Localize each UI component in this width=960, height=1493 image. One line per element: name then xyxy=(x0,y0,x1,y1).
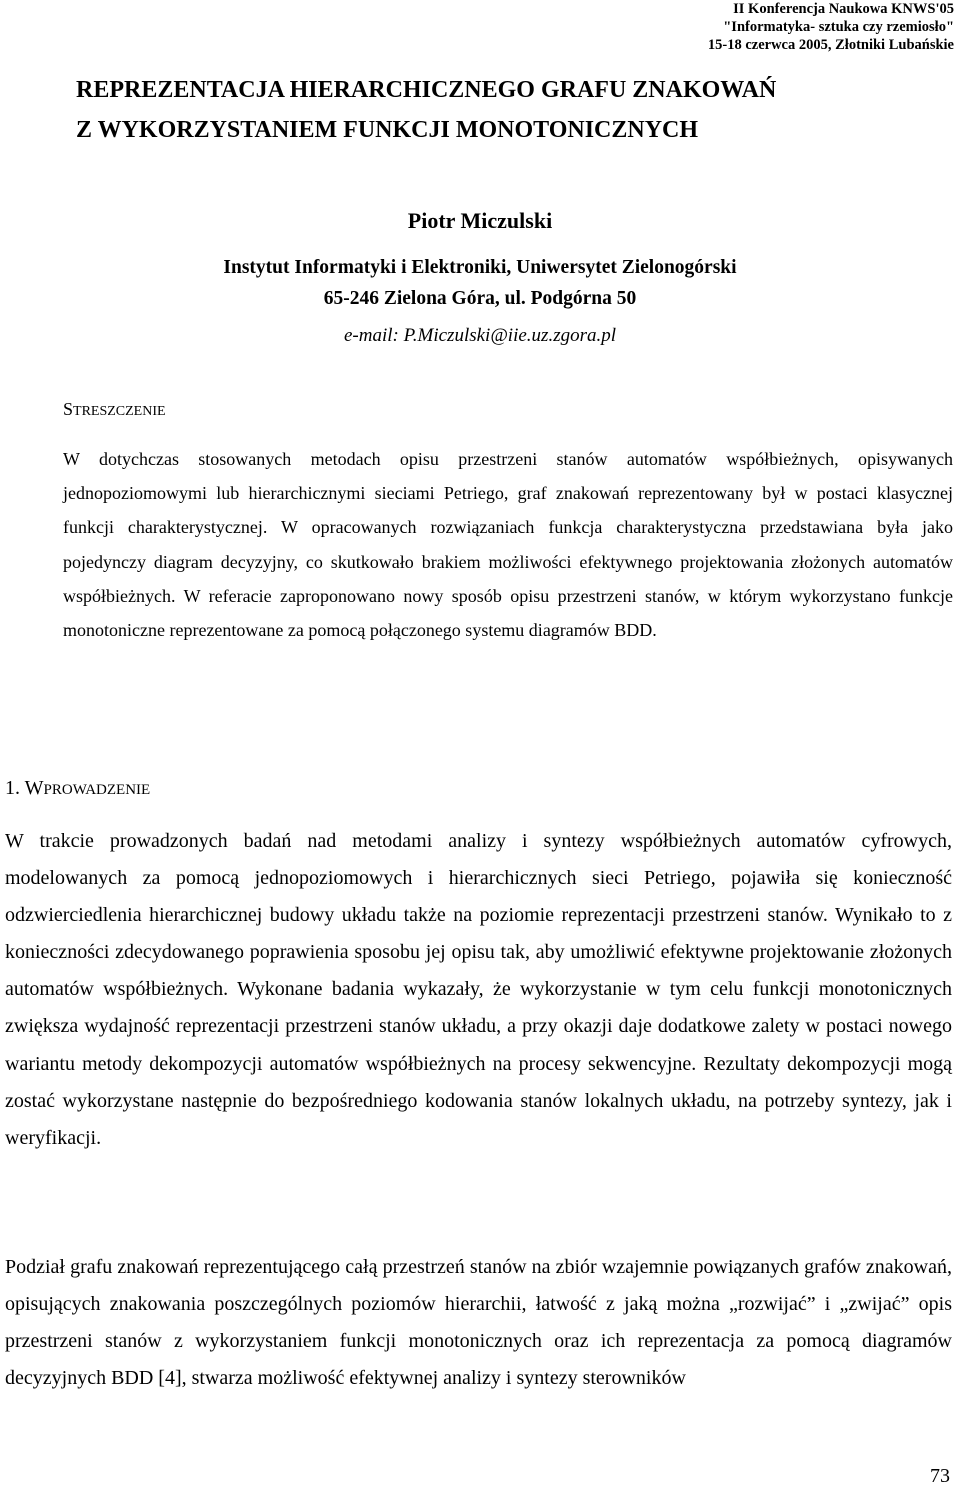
section-heading-rest: PROWADZENIE xyxy=(43,782,151,798)
abstract-heading-initial: S xyxy=(63,399,74,419)
abstract-heading xyxy=(63,396,166,425)
section-number: 1. xyxy=(5,777,20,799)
section-heading xyxy=(5,774,150,804)
header-line-2: "Informatyka- sztuka czy rzemiosło" xyxy=(723,19,954,35)
affiliation-line-1: Instytut Informatyki i Elektroniki, Uniwersytet Zielonogórski xyxy=(223,257,737,278)
header-line-3: 15-18 czerwca 2005, Złotniki Lubańskie xyxy=(707,37,954,53)
abstract-heading-rest: TRESZCZENIE xyxy=(73,404,166,419)
conference-header xyxy=(708,0,954,54)
body-paragraph-1: W trakcie prowadzonych badań nad metodami analizy i syntezy współbieżnych automatów cyfrowych, modelowanych za pomocą jednopoziomowych i hierarchicznych sieci Petriego, pojawiła się konieczność odzwierciedlenia hierarchicznej budowy układu także na poziomie reprezentacji przestrzeni stanów. Wynikało to z konieczności zdecydowanego poprawienia sposobu jej opisu tak, aby umożliwić efektywne projektowanie złożonych automatów współbieżnych. Wykonane badania wykazały, że wykorzystanie w tym celu funkcji monotonicznych zwiększa wydajność reprezentacji przestrzeni stanów układu, a przy okazji daje dodatkowe zalety w postaci nowego wariantu metody dekompozycji automatów współbieżnych na procesy sekwencyjne. Rezultaty dekompozycji mogą zostać wykorzystane następnie do bezpośredniego kodowania stanów lokalnych układu, na potrzeby syntezy, jak i weryfikacji. xyxy=(5,830,952,1149)
header-line-1: II Konferencja Naukowa KNWS'05 xyxy=(733,1,954,17)
page-number: 73 xyxy=(930,1465,950,1487)
author-affiliation xyxy=(0,252,960,314)
section-heading-initial: W xyxy=(24,777,44,799)
abstract-text: W dotychczas stosowanych metodach opisu przestrzeni stanów automatów współbieżnych, opisywanych jednopoziomowymi lub hierarchicznymi sieciami Petriego, graf znakowań reprezentowany był w postaci klasycznej funkcji charakterystycznej. W opracowanych rozwiązaniach funkcja charakterystyczna przedstawiana była jako pojedynczy diagram decyzyjny, co skutkowało brakiem możliwości efektywnego projektowania złożonych automatów współbieżnych. W referacie zaproponowano nowy sposób opisu przestrzeni stanów, w którym wykorzystano funkcje monotoniczne reprezentowane za pomocą połączonego systemu diagramów BDD. xyxy=(63,449,953,641)
paper-title xyxy=(76,70,776,150)
author-name: Piotr Miczulski xyxy=(407,208,553,233)
title-line-2: Z WYKORZYSTANIEM FUNKCJI MONOTONICZNYCH xyxy=(76,117,699,143)
affiliation-line-2: 65-246 Zielona Góra, ul. Podgórna 50 xyxy=(323,288,637,309)
body-paragraph-2: Podział grafu znakowań reprezentującego całą przestrzeń stanów na zbiór wzajemnie powiązanych grafów znakowań, opisujących znakowania poszczególnych poziomów hierarchii, łatwość z jaką można „rozwijać” i „zwijać” opis przestrzeni stanów z wykorzystaniem funkcji monotonicznych oraz ich reprezentacja za pomocą diagramów decyzyjnych BDD [4], stwarza możliwość efektywnej analizy i syntezy sterowników xyxy=(5,1256,952,1390)
author-email: e-mail: P.Miczulski@iie.uz.zgora.pl xyxy=(343,325,617,346)
title-line-1: REPREZENTACJA HIERARCHICZNEGO GRAFU ZNAKOWAŃ xyxy=(76,77,777,103)
